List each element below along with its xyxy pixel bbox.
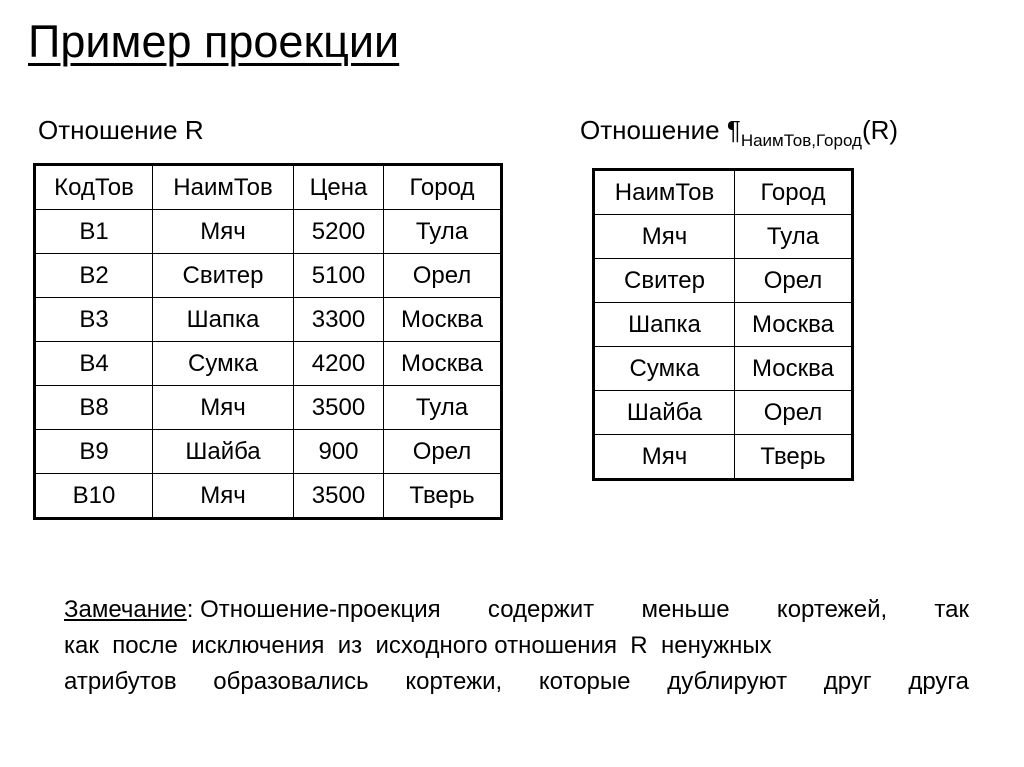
relation-r-table — [33, 163, 503, 520]
page-title: Пример проекции — [28, 16, 400, 67]
note-word: друга — [908, 668, 969, 695]
projection-table-cell: Сумка — [594, 347, 735, 391]
relation-r-table-cell: 5200 — [294, 210, 384, 254]
relation-r-table-cell: В8 — [35, 386, 153, 430]
relation-r-body — [35, 165, 502, 519]
relation-r-table-cell: Свитер — [153, 254, 294, 298]
note-line-1 — [64, 592, 969, 628]
relation-r-table-cell: Тверь — [384, 474, 502, 519]
relation-r-table-row — [35, 210, 502, 254]
relation-r-table-row — [35, 386, 502, 430]
projection-table-row — [594, 435, 853, 480]
projection-table-cell: Москва — [735, 347, 853, 391]
projection-table-row — [594, 259, 853, 303]
note-word: образовались — [213, 668, 369, 695]
relation-r-table-cell: 3500 — [294, 386, 384, 430]
projection-table-cell: Шайба — [594, 391, 735, 435]
relation-r-table-row — [35, 298, 502, 342]
note-word: меньше — [641, 596, 730, 623]
note-word: кортежи, — [405, 668, 503, 695]
projection-caption-prefix: Отношение ¶ — [580, 115, 741, 145]
relation-r-table-cell: В9 — [35, 430, 153, 474]
relation-r-table-row — [35, 342, 502, 386]
note-word: дублируют — [667, 668, 788, 695]
relation-r-caption: Отношение R — [38, 115, 204, 145]
relation-r-table-cell: Орел — [384, 254, 502, 298]
relation-r-table-cell: Шапка — [153, 298, 294, 342]
projection-table-cell: Москва — [735, 303, 853, 347]
projection-caption — [580, 114, 898, 150]
relation-r-table-cell: Орел — [384, 430, 502, 474]
relation-r-table-cell: В10 — [35, 474, 153, 519]
relation-r-table-cell: Тула — [384, 210, 502, 254]
note-line-2 — [64, 628, 969, 664]
projection-table-cell: Орел — [735, 391, 853, 435]
projection-table-row — [594, 347, 853, 391]
relation-r-table-cell: 4200 — [294, 342, 384, 386]
note-label: Замечание — [64, 596, 187, 623]
projection-table-row — [594, 391, 853, 435]
relation-r-table-cell: Мяч — [153, 386, 294, 430]
relation-r-header-cell: Город — [384, 165, 502, 210]
note-line-2-text: как после исключения из исходного отношения R ненужных — [64, 632, 772, 659]
relation-r-table-cell: В1 — [35, 210, 153, 254]
relation-r-table-cell: Москва — [384, 342, 502, 386]
projection-table-cell: Мяч — [594, 435, 735, 480]
relation-r-table-cell: В4 — [35, 342, 153, 386]
projection-table-cell: Орел — [735, 259, 853, 303]
relation-r-table-cell: Сумка — [153, 342, 294, 386]
note-word: содержит — [487, 596, 595, 623]
projection-header-row — [594, 170, 853, 215]
projection-table-cell: Свитер — [594, 259, 735, 303]
relation-r-table-cell: В3 — [35, 298, 153, 342]
projection-table-cell: Мяч — [594, 215, 735, 259]
relation-r-header-cell: КодТов — [35, 165, 153, 210]
relation-r-table-cell: Мяч — [153, 210, 294, 254]
relation-r-table-cell: 3500 — [294, 474, 384, 519]
relation-r-table-cell: Тула — [384, 386, 502, 430]
note-word: так — [934, 596, 969, 623]
note-word: друг — [823, 668, 872, 695]
relation-r-table-cell: 3300 — [294, 298, 384, 342]
note-paragraph — [64, 592, 969, 700]
relation-r-table-cell: Москва — [384, 298, 502, 342]
note-line-1-start — [64, 592, 441, 628]
projection-body — [594, 170, 853, 480]
projection-header-cell: Город — [735, 170, 853, 215]
projection-table-cell: Тверь — [735, 435, 853, 480]
relation-r-table-cell: 5100 — [294, 254, 384, 298]
relation-r-header-cell: НаимТов — [153, 165, 294, 210]
note-word: кортежей, — [776, 596, 888, 623]
relation-r-header-cell: Цена — [294, 165, 384, 210]
relation-r-table-row — [35, 430, 502, 474]
note-word: атрибутов — [64, 668, 177, 695]
relation-r-table-row — [35, 474, 502, 519]
projection-caption-subscript: НаимТов,Город — [740, 131, 862, 150]
relation-r-table-cell: 900 — [294, 430, 384, 474]
projection-table-cell: Шапка — [594, 303, 735, 347]
projection-caption-suffix: (R) — [861, 115, 899, 145]
relation-r-header-row — [35, 165, 502, 210]
note-word: которые — [538, 668, 631, 695]
relation-r-table-row — [35, 254, 502, 298]
relation-r-table-cell: В2 — [35, 254, 153, 298]
projection-table-cell: Тула — [735, 215, 853, 259]
projection-header-cell: НаимТов — [594, 170, 735, 215]
relation-r-table-cell: Мяч — [153, 474, 294, 519]
note-word: : Отношение-проекция — [186, 596, 441, 623]
projection-table-row — [594, 303, 853, 347]
projection-table-row — [594, 215, 853, 259]
note-line-3 — [64, 664, 969, 700]
relation-r-table-cell: Шайба — [153, 430, 294, 474]
projection-table — [592, 168, 854, 481]
